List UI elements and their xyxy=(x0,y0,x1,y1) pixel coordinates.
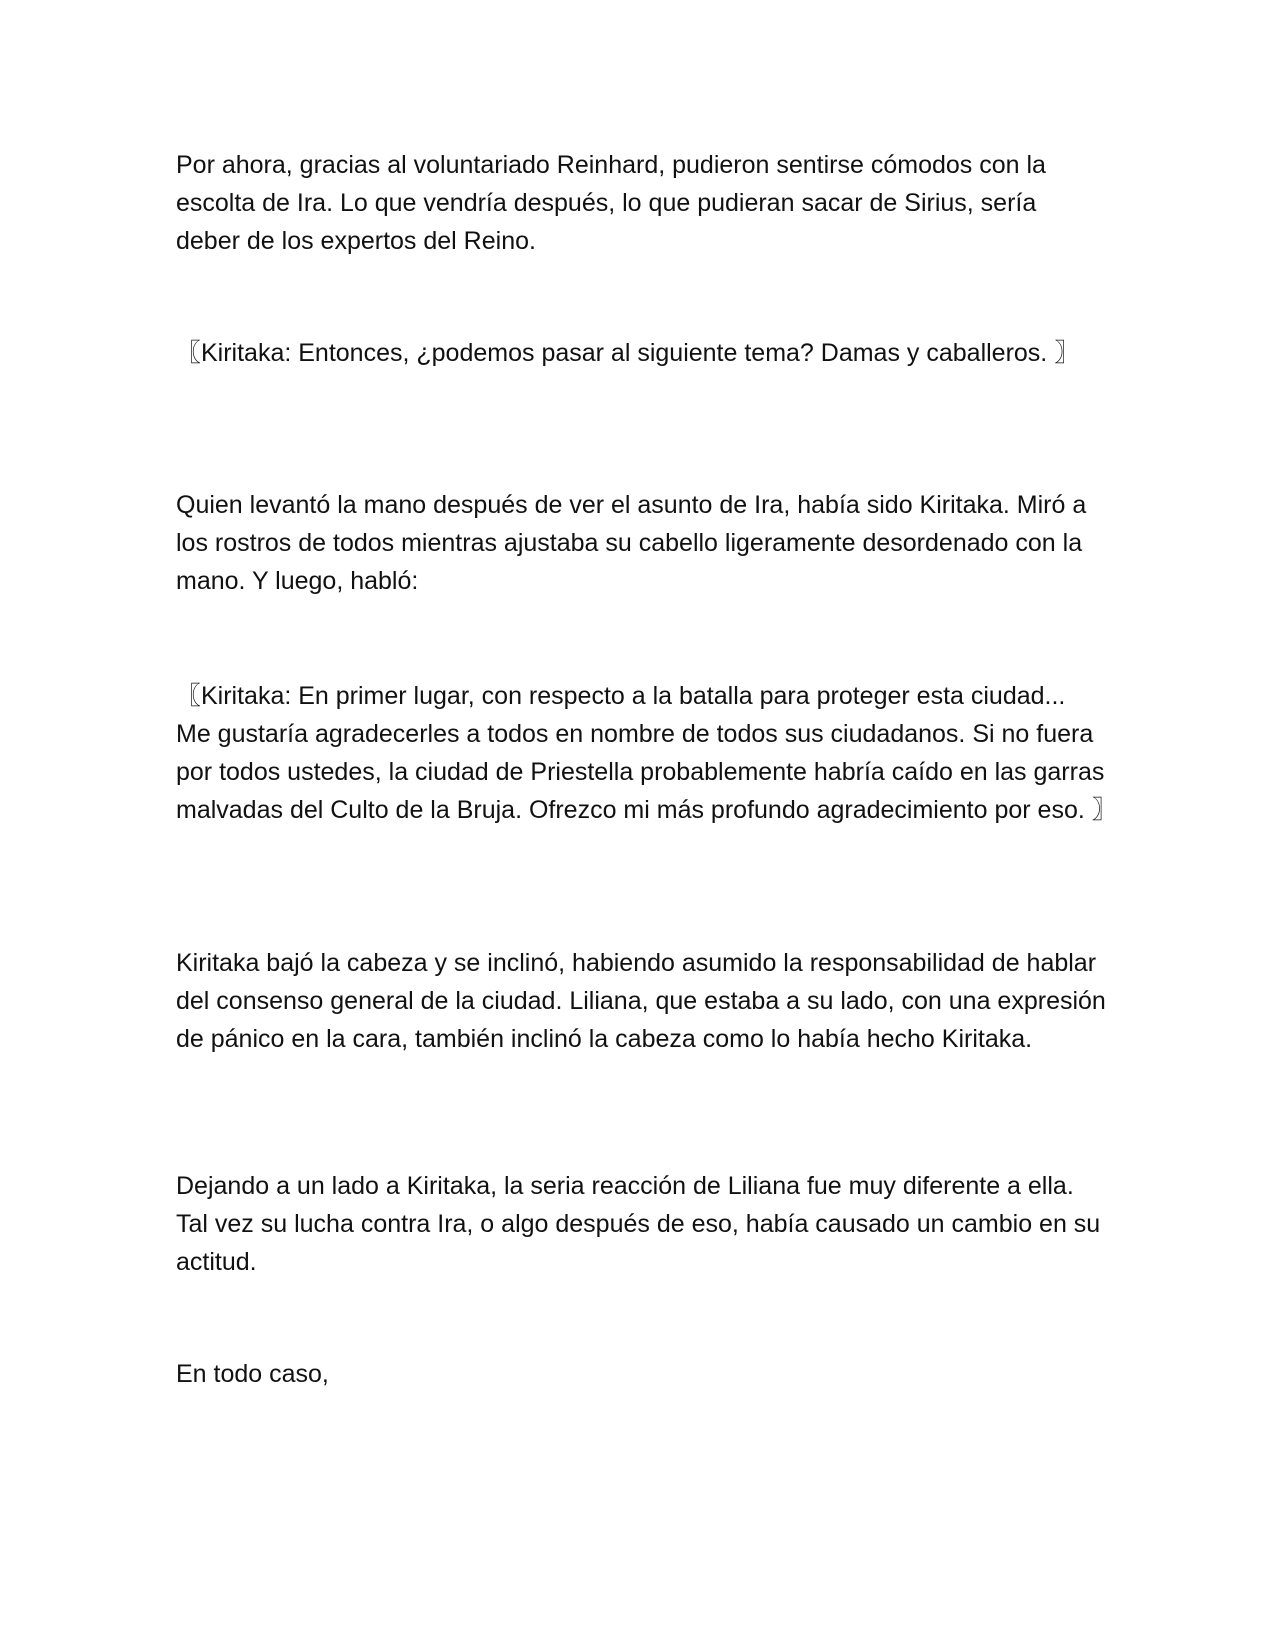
paragraph-2: Quien levantó la mano después de ver el asunto de Ira, había sido Kiritaka. Miró a los rostros de todos mientras ajustaba su cabello ligeramente desordenado con la mano. Y luego, habló: xyxy=(176,491,1087,595)
dialogue-kiritaka-1: 〖Kiritaka: Entonces, ¿podemos pasar al siguiente tema? Damas y caballeros. 〗 xyxy=(176,339,1080,367)
dialogue-kiritaka-2: 〖Kiritaka: En primer lugar, con respecto a la batalla para proteger esta ciudad... Me gustaría agradecerles a todos en nombre de todos sus ciudadanos. Si no fuera por todos ustedes, la ciudad de Priestella probablemente habría caído en las garras malvadas del Culto de la Bruja. Ofrezco mi más profundo agradecimiento por eso. 〗 xyxy=(176,682,1117,824)
paragraph-4: Dejando a un lado a Kiritaka, la seria reacción de Liliana fue muy diferente a ella. Tal vez su lucha contra Ira, o algo después de eso, había causado un cambio en su actitud. xyxy=(176,1172,1101,1276)
paragraph-1: Por ahora, gracias al voluntariado Reinhard, pudieron sentirse cómodos con la escolta de Ira. Lo que vendría después, lo que pudieran sacar de Sirius, sería deber de los expertos del Reino. xyxy=(176,151,1046,255)
paragraph-5: En todo caso, xyxy=(176,1360,329,1388)
paragraph-3: Kiritaka bajó la cabeza y se inclinó, habiendo asumido la responsabilidad de hablar del consenso general de la ciudad. Liliana, que estaba a su lado, con una expresión de pánico en la cara, también inclinó la cabeza como lo había hecho Kiritaka. xyxy=(176,949,1106,1053)
